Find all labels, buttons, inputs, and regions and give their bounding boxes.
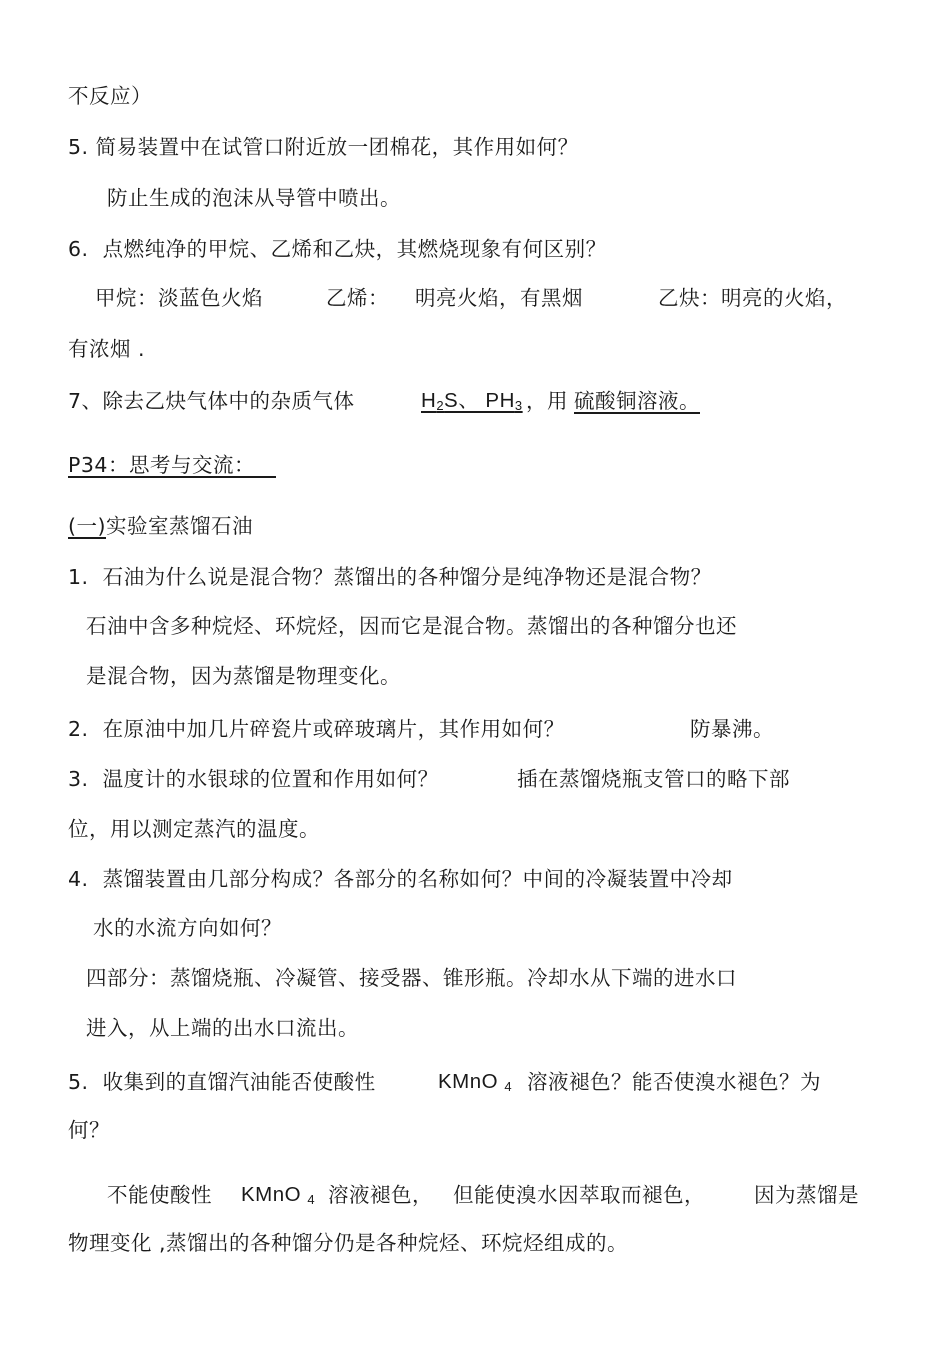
question-4: 4. 蒸馏装置由几部分构成？各部分的名称如何？中间的冷凝装置中冷却 bbox=[68, 867, 733, 891]
answer-5b-c: 因为蒸馏是 bbox=[754, 1183, 859, 1207]
answer-5b-b: 但能使溴水因萃取而褪色， bbox=[453, 1183, 705, 1207]
answer-3-cont: 位，用以测定蒸汽的温度。 bbox=[68, 817, 320, 841]
answer-4: 四部分：蒸馏烧瓶、冷凝管、接受器、锥形瓶。冷却水从下端的进水口 bbox=[86, 966, 737, 990]
question-5b-end: 何？ bbox=[68, 1118, 110, 1142]
kmno4-formula: KMnO $_4$ bbox=[438, 1070, 513, 1094]
answer-3: 插在蒸馏烧瓶支管口的略下部 bbox=[517, 767, 790, 791]
answer-6-cont: 有浓烟 . bbox=[68, 337, 146, 361]
answer-2: 防暴沸。 bbox=[690, 717, 774, 741]
section-heading: P34：思考与交流： bbox=[68, 453, 276, 477]
answer-5b: 不能使酸性 bbox=[107, 1183, 212, 1207]
answer-1: 石油中含多种烷烃、环烷烃，因而它是混合物。蒸馏出的各种馏分也还 bbox=[86, 614, 737, 638]
answer-5b-cont: 物理变化 ,蒸馏出的各种馏分仍是各种烷烃、环烷烃组成的。 bbox=[68, 1231, 629, 1255]
answer-6-acetylene: 乙炔：明亮的火焰， bbox=[658, 286, 847, 310]
answer-6-methane: 甲烷：淡蓝色火焰 bbox=[95, 286, 263, 310]
answer-6-ethylene: 明亮火焰，有黑烟 bbox=[415, 286, 583, 310]
question-5: 5. 简易装置中在试管口附近放一团棉花，其作用如何？ bbox=[68, 135, 579, 159]
question-5b: 5. 收集到的直馏汽油能否使酸性 bbox=[68, 1070, 376, 1094]
answer-7: 硫酸铜溶液。 bbox=[574, 389, 700, 413]
text-line: 不反应） bbox=[68, 84, 152, 108]
question-3: 3. 温度计的水银球的位置和作用如何？ bbox=[68, 767, 439, 791]
question-1: 1. 石油为什么说是混合物？蒸馏出的各种馏分是纯净物还是混合物？ bbox=[68, 565, 712, 589]
kmno4-formula-answer: KMnO $_4$ bbox=[241, 1183, 316, 1207]
question-4-cont: 水的水流方向如何？ bbox=[93, 916, 282, 940]
question-7-joiner: ，用 bbox=[526, 389, 568, 413]
answer-5b-a: 溶液褪色， bbox=[328, 1183, 433, 1207]
subsection-heading: (一)实验室蒸馏石油 bbox=[68, 514, 253, 538]
question-6: 6. 点燃纯净的甲烷、乙烯和乙炔，其燃烧现象有何区别？ bbox=[68, 237, 607, 261]
answer-5: 防止生成的泡沫从导管中喷出。 bbox=[107, 186, 401, 210]
answer-4-cont: 进入，从上端的出水口流出。 bbox=[86, 1016, 359, 1040]
impurity-formula: $H_2S$、 $PH_3$ bbox=[421, 389, 523, 413]
question-7: 7、除去乙炔气体中的杂质气体 bbox=[68, 389, 355, 413]
question-5b-cont: 溶液褪色？能否使溴水褪色？为 bbox=[527, 1070, 821, 1094]
answer-1-cont: 是混合物，因为蒸馏是物理变化。 bbox=[86, 664, 401, 688]
answer-6-ethylene-label: 乙烯： bbox=[326, 286, 389, 310]
question-2: 2. 在原油中加几片碎瓷片或碎玻璃片，其作用如何？ bbox=[68, 717, 565, 741]
